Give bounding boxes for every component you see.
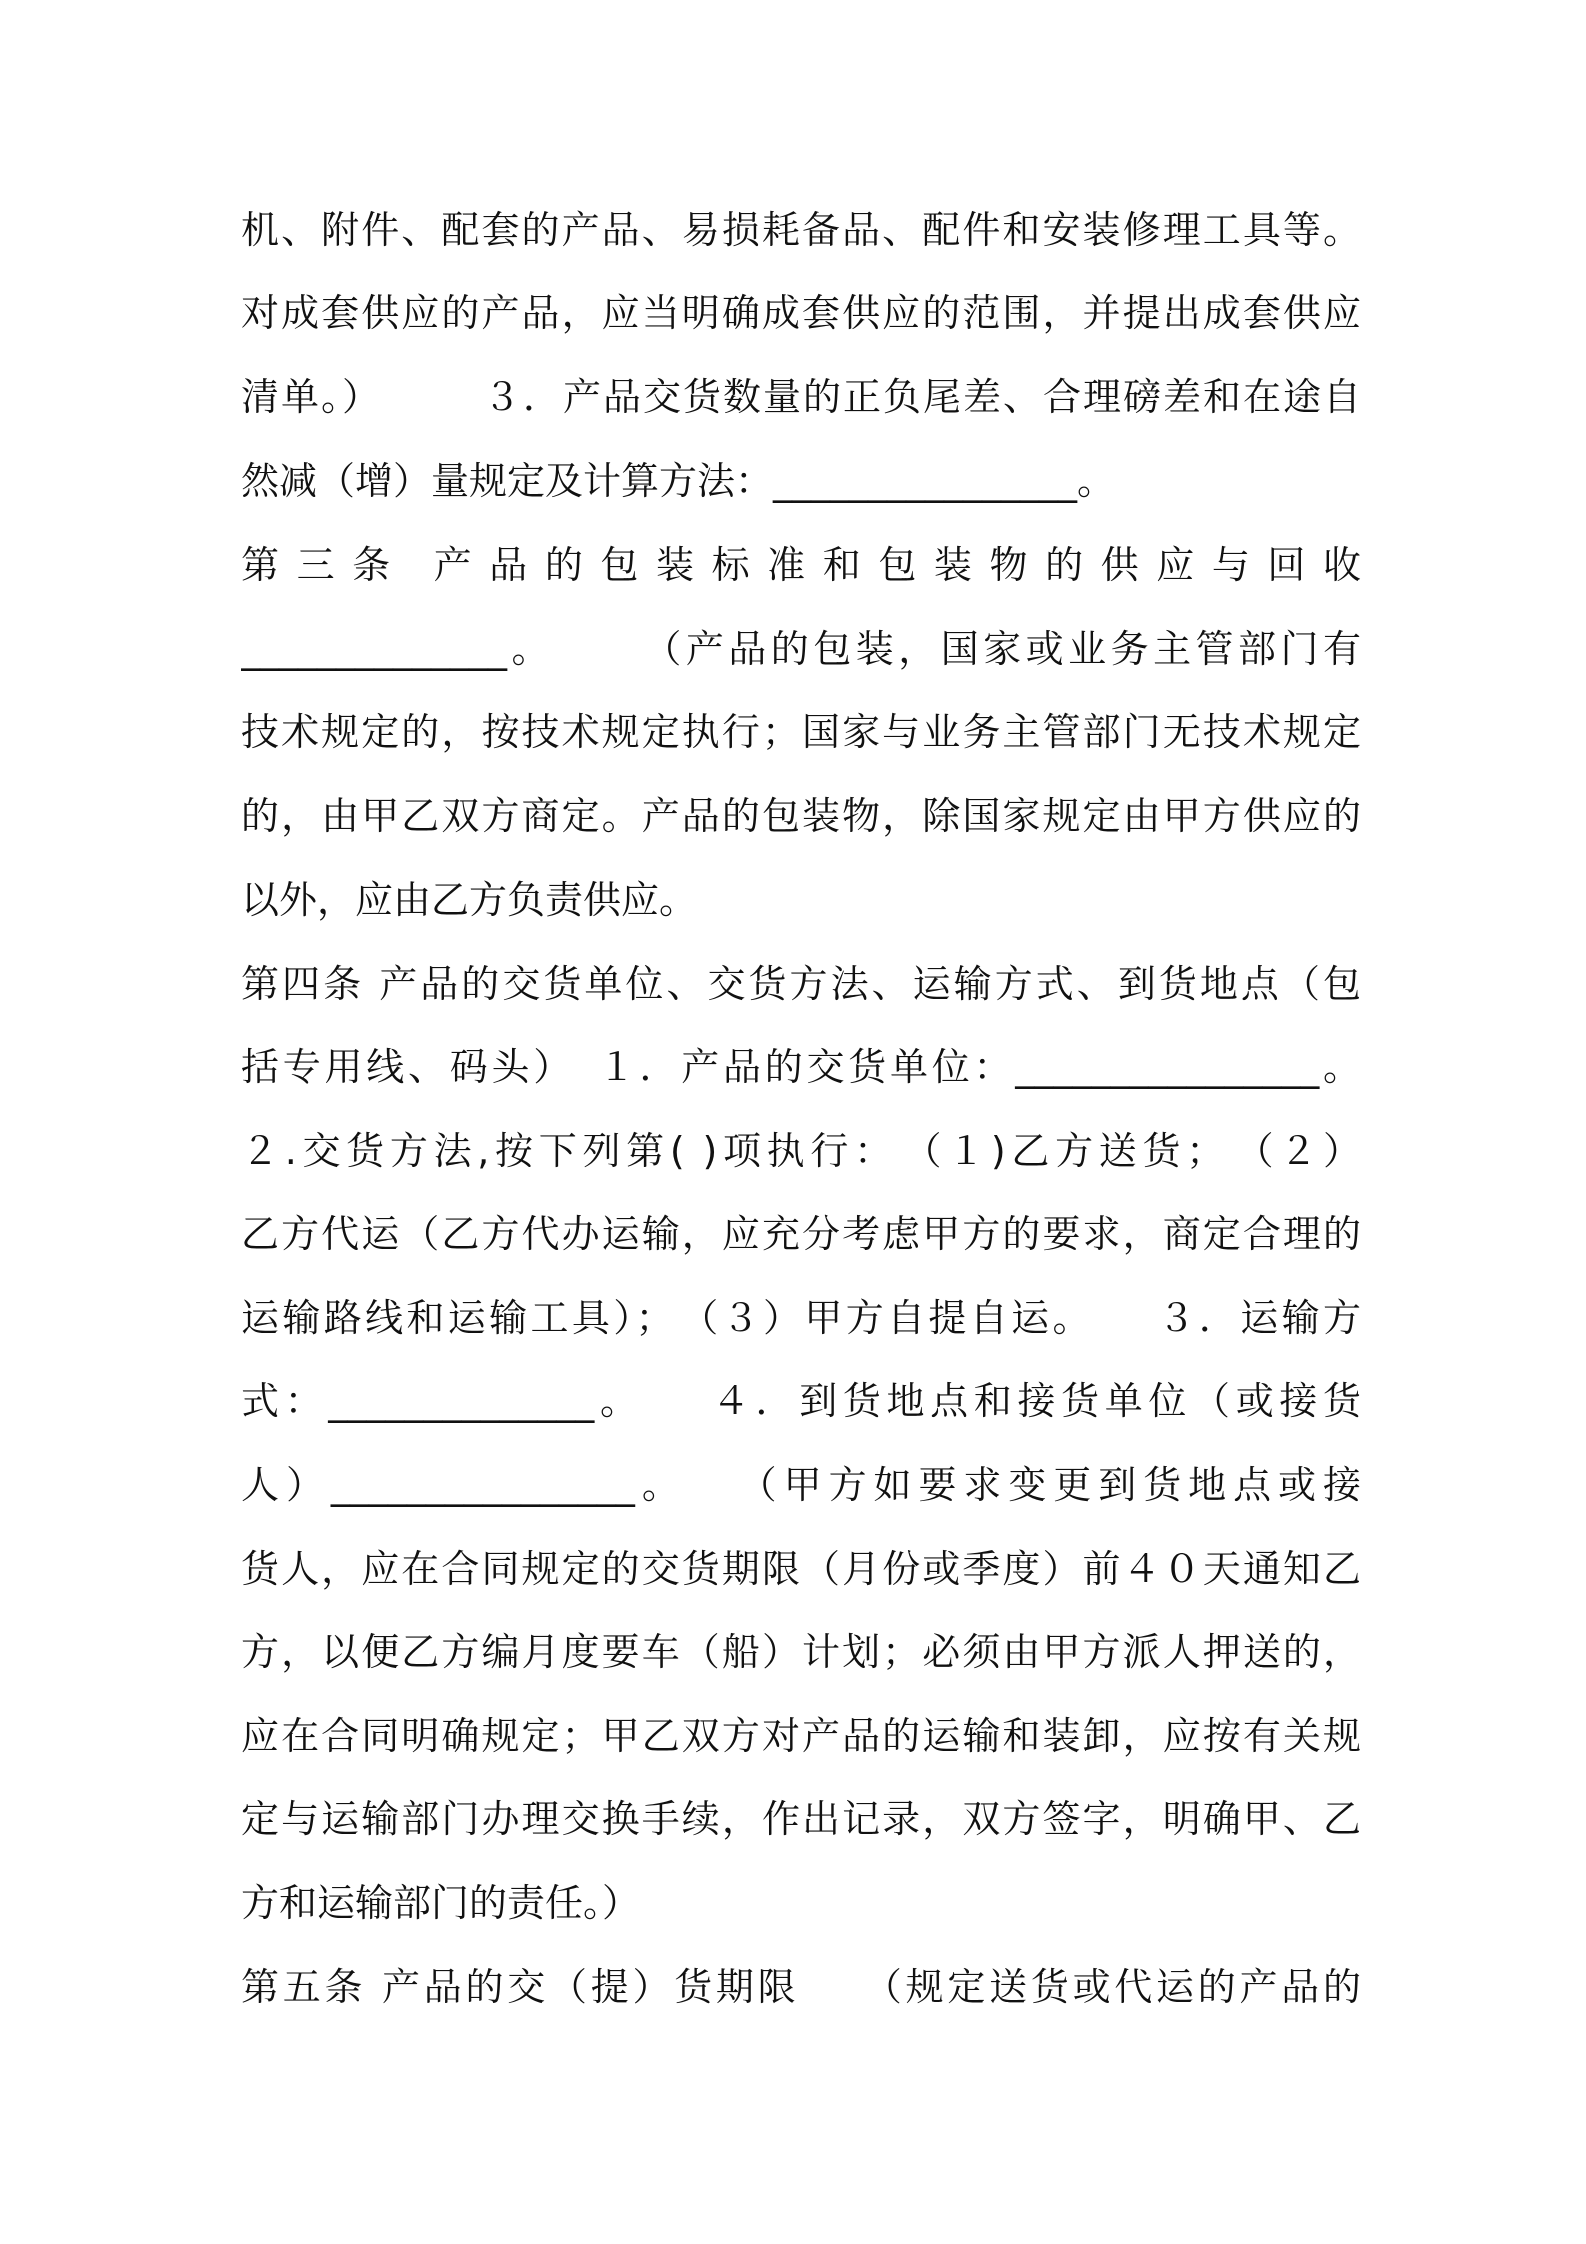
text-line-18: 方，以便乙方编月度要车（船）计划；必须由甲方派人押送的， <box>241 1630 1361 1674</box>
text-line-19: 应在合同明确规定；甲乙双方对产品的运输和装卸，应按有关规 <box>241 1714 1361 1758</box>
text-line-11: 括专用线、码头） １．产品的交货单位：________________。 <box>241 1045 1361 1089</box>
text-line-16: 人）________________。 （甲方如要求变更到货地点或接 <box>241 1463 1361 1507</box>
text-line-20: 定与运输部门办理交换手续，作出记录，双方签字，明确甲、乙 <box>241 1797 1361 1841</box>
text-line-7: 技术规定的，按技术规定执行；国家与业务主管部门无技术规定 <box>241 710 1361 754</box>
text-line-4: 然减（增）量规定及计算方法：________________。 <box>241 459 1116 503</box>
text-line-1: 机、附件、配套的产品、易损耗备品、配件和安装修理工具等。 <box>241 208 1361 252</box>
text-line-22: 第五条 产品的交（提）货期限 （规定送货或代运的产品的 <box>241 1965 1361 2009</box>
text-line-13: 乙方代运（乙方代办运输，应充分考虑甲方的要求，商定合理的 <box>241 1212 1361 1256</box>
text-line-10: 第四条 产品的交货单位、交货方法、运输方式、到货地点（包 <box>241 962 1361 1006</box>
text-line-14: 运输路线和运输工具）； （３）甲方自提自运。 ３．运输方 <box>241 1296 1361 1340</box>
text-line-21: 方和运输部门的责任。） <box>241 1881 641 1925</box>
text-line-6: ______________。 （产品的包装，国家或业务主管部门有 <box>241 627 1361 671</box>
text-line-3: 清单。） ３．产品交货数量的正负尾差、合理磅差和在途自 <box>241 375 1361 419</box>
text-line-12: ２.交货方法,按下列第( )项执行： （１)乙方送货； （２） <box>241 1129 1361 1173</box>
text-line-15: 式：______________。 ４．到货地点和接货单位（或接货 <box>241 1379 1361 1423</box>
text-line-5: 第 三 条 产 品 的 包 装 标 准 和 包 装 物 的 供 应 与 回 收 <box>241 543 1361 587</box>
text-line-17: 货人，应在合同规定的交货期限（月份或季度）前４０天通知乙 <box>241 1547 1361 1591</box>
text-line-9: 以外，应由乙方负责供应。 <box>241 878 698 922</box>
text-line-2: 对成套供应的产品，应当明确成套供应的范围，并提出成套供应 <box>241 291 1361 335</box>
text-line-8: 的，由甲乙双方商定。产品的包装物，除国家规定由甲方供应的 <box>241 794 1361 838</box>
